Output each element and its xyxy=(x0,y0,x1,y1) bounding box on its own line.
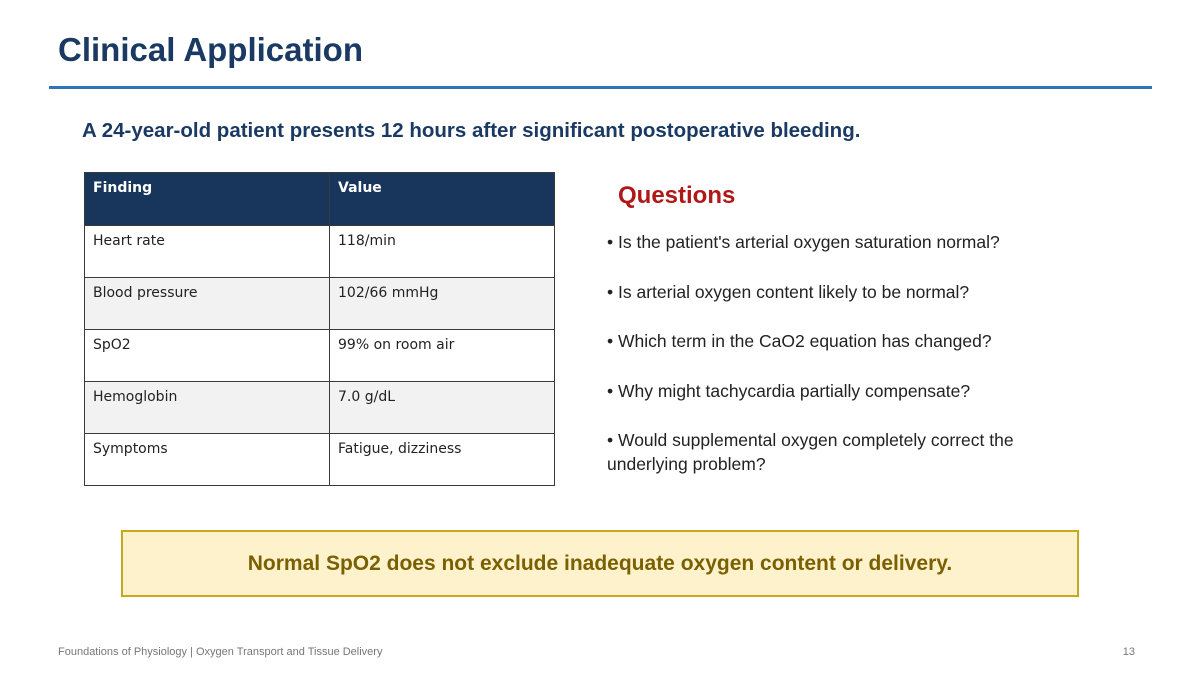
question-item: • Is the patient's arterial oxygen saturation normal? xyxy=(607,232,1000,252)
table-row xyxy=(85,434,555,486)
table-row xyxy=(85,330,555,382)
case-statement: A 24-year-old patient presents 12 hours after significant postoperative bleeding. xyxy=(82,119,861,142)
key-point-callout xyxy=(121,530,1079,597)
questions-heading: Questions xyxy=(618,182,736,209)
question-item: • Would supplemental oxygen completely correct the underlying problem? xyxy=(607,430,1014,474)
value-cell: 102/66 mmHg xyxy=(330,278,555,330)
page-number: 13 xyxy=(1122,646,1135,658)
table-row xyxy=(85,226,555,278)
table-header-row xyxy=(85,173,555,226)
finding-cell: Heart rate xyxy=(85,226,330,278)
value-cell: 7.0 g/dL xyxy=(330,382,555,434)
finding-cell: Hemoglobin xyxy=(85,382,330,434)
questions-list xyxy=(607,230,1077,476)
finding-cell: SpO2 xyxy=(85,330,330,382)
finding-cell: Blood pressure xyxy=(85,278,330,330)
column-header-value: Value xyxy=(330,173,555,226)
table-row xyxy=(85,278,555,330)
title-divider xyxy=(49,86,1152,89)
question-item: • Is arterial oxygen content likely to be normal? xyxy=(607,281,970,302)
slide-title: Clinical Application xyxy=(58,31,363,68)
table-row xyxy=(85,382,555,434)
callout-text: Normal SpO2 does not exclude inadequate oxygen content or delivery. xyxy=(247,551,953,575)
footer-text: Foundations of Physiology | Oxygen Transport and Tissue Delivery xyxy=(58,646,383,658)
question-item: • Which term in the CaO2 equation has changed? xyxy=(607,331,992,351)
column-header-finding: Finding xyxy=(85,173,330,226)
value-cell: 99% on room air xyxy=(330,330,555,382)
value-cell: Fatigue, dizziness xyxy=(330,434,555,486)
finding-cell: Symptoms xyxy=(85,434,330,486)
findings-table xyxy=(84,172,555,486)
value-cell: 118/min xyxy=(330,226,555,278)
question-item: • Why might tachycardia partially compensate? xyxy=(607,380,971,401)
